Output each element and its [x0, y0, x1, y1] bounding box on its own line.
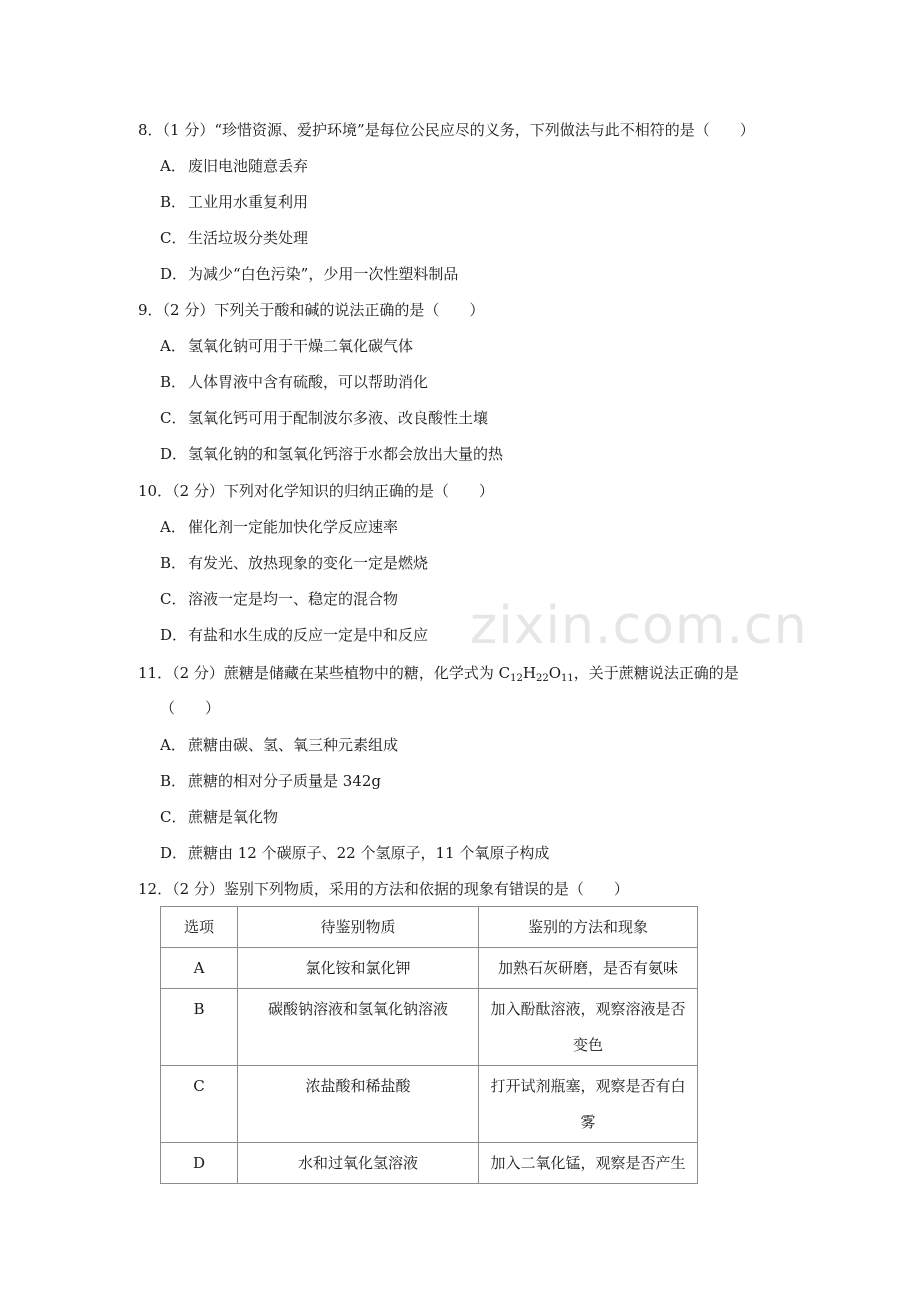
- question-9-option-a: [160, 336, 413, 356]
- option-text: 催化剂一定能加快化学反应速率: [188, 518, 399, 536]
- question-11-option-c: [160, 807, 278, 827]
- table-row: [161, 1143, 698, 1184]
- question-9-option-d: [160, 444, 503, 464]
- table-cell-method: [479, 1066, 698, 1143]
- option-letter: B．: [160, 373, 187, 391]
- option-letter: C．: [160, 590, 187, 608]
- question-10-stem: 10．（2 分）下列对化学知识的归纳正确的是（ ）: [138, 482, 494, 500]
- question-8-option-b: [160, 192, 308, 212]
- option-text: 氢氧化钙可用于配制波尔多液、改良酸性土壤: [188, 409, 489, 427]
- method-line: 变色: [572, 1036, 603, 1054]
- question-8-stem: 8．（1 分）“珍惜资源、爱护环境”是每位公民应尽的义务，下列做法与此不相符的是（ ）: [138, 121, 755, 139]
- option-letter: B．: [160, 193, 187, 211]
- question-9-option-c: [160, 408, 488, 428]
- question-8-option-a: [160, 156, 308, 176]
- watermark: zixin.com.cn: [470, 596, 808, 656]
- table-cell-option: D: [161, 1143, 238, 1184]
- option-text: 氢氧化钠可用于干燥二氧化碳气体: [188, 337, 414, 355]
- formula-subscript: 12: [510, 673, 523, 684]
- question-9-option-b: [160, 372, 428, 392]
- question-10-option-a: [160, 517, 398, 537]
- table-cell-option: A: [161, 948, 238, 989]
- method-line: 加入酚酞溶液，观察溶液是否: [490, 1000, 686, 1018]
- table-cell-method: 加熟石灰研磨，是否有氨味: [479, 948, 698, 989]
- table-row: [161, 989, 698, 1066]
- table-header-cell: 选项: [161, 907, 238, 948]
- option-text: 为减少“白色污染”，少用一次性塑料制品: [188, 265, 459, 283]
- question-8-option-c: [160, 228, 308, 248]
- option-letter: A．: [160, 337, 186, 355]
- method-line: 雾: [580, 1113, 596, 1131]
- table-cell-method: 加入二氧化锰，观察是否产生: [479, 1143, 698, 1184]
- question-10-option-b: [160, 553, 428, 573]
- identification-table: [160, 906, 698, 1184]
- question-10-option-d: [160, 625, 428, 645]
- question-11-answer-paren: （ ）: [160, 699, 221, 717]
- table-row: [161, 948, 698, 989]
- table-cell-option: B: [161, 989, 238, 1066]
- question-11-option-b: [160, 771, 381, 791]
- formula-element: O: [548, 664, 562, 682]
- option-letter: A．: [160, 736, 186, 754]
- question-10-option-c: [160, 589, 398, 609]
- formula-subscript: 22: [535, 673, 549, 684]
- table-cell-substances: 浓盐酸和稀盐酸: [238, 1066, 479, 1143]
- table-header-cell: 鉴别的方法和现象: [479, 907, 698, 948]
- table-header-row: [161, 907, 698, 948]
- stem-text: ，关于蔗糖说法正确的是: [573, 664, 739, 682]
- question-9-stem: 9．（2 分）下列关于酸和碱的说法正确的是（ ）: [138, 301, 485, 319]
- option-text: 有盐和水生成的反应一定是中和反应: [188, 626, 429, 644]
- option-text: 工业用水重复利用: [188, 193, 309, 211]
- question-11-option-a: [160, 735, 398, 755]
- table-cell-substances: 水和过氧化氢溶液: [238, 1143, 479, 1184]
- table-row: [161, 1066, 698, 1143]
- stem-text: 11．（2 分）蔗糖是储藏在某些植物中的糖，化学式为 C: [138, 664, 511, 682]
- option-letter: B．: [160, 554, 187, 572]
- option-text: 溶液一定是均一、稳定的混合物: [188, 590, 399, 608]
- method-line: 打开试剂瓶塞，观察是否有白: [490, 1077, 686, 1095]
- table-cell-substances: 氯化铵和氯化钾: [238, 948, 479, 989]
- formula-subscript: 11: [561, 673, 574, 684]
- table-cell-substances: 碳酸钠溶液和氢氧化钠溶液: [238, 989, 479, 1066]
- option-text: 有发光、放热现象的变化一定是燃烧: [188, 554, 429, 572]
- option-letter: B．: [160, 772, 187, 790]
- option-text: 人体胃液中含有硫酸，可以帮助消化: [188, 373, 429, 391]
- option-text: 蔗糖是氧化物: [188, 808, 279, 826]
- option-text: 蔗糖由碳、氢、氧三种元素组成: [188, 736, 399, 754]
- question-8-option-d: [160, 264, 458, 284]
- option-text: 蔗糖由 12 个碳原子、22 个氢原子，11 个氧原子构成: [188, 844, 550, 862]
- option-letter: D．: [160, 626, 188, 644]
- option-letter: C．: [160, 409, 187, 427]
- option-text: 废旧电池随意丢弃: [188, 157, 309, 175]
- option-text: 氢氧化钠的和氢氧化钙溶于水都会放出大量的热: [188, 445, 504, 463]
- option-letter: D．: [160, 445, 188, 463]
- option-letter: D．: [160, 844, 188, 862]
- option-text: 生活垃圾分类处理: [188, 229, 309, 247]
- option-letter: C．: [160, 229, 187, 247]
- option-letter: A．: [160, 518, 186, 536]
- table-cell-method: [479, 989, 698, 1066]
- option-text: 蔗糖的相对分子质量是 342g: [188, 772, 382, 790]
- option-letter: D．: [160, 265, 188, 283]
- table-cell-option: C: [161, 1066, 238, 1143]
- question-12-stem: 12．（2 分）鉴别下列物质，采用的方法和依据的现象有错误的是（ ）: [138, 880, 629, 898]
- question-11-stem: [138, 663, 739, 683]
- question-11-option-d: [160, 843, 549, 863]
- table-header-cell: 待鉴别物质: [238, 907, 479, 948]
- formula-element: H: [522, 664, 536, 682]
- option-letter: A．: [160, 157, 186, 175]
- option-letter: C．: [160, 808, 187, 826]
